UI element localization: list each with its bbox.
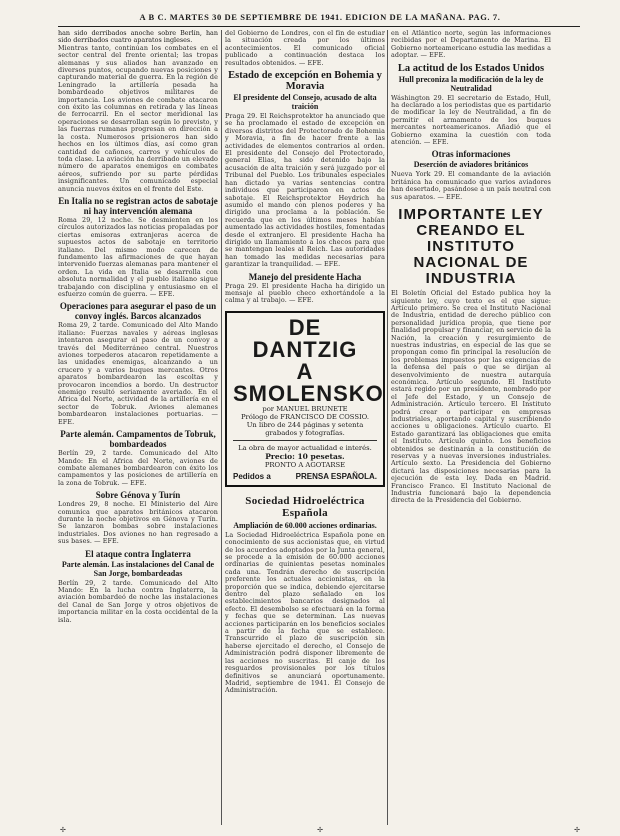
- book-advertisement: [225, 311, 385, 487]
- crosshair-icon: ✢: [317, 826, 323, 834]
- ad-title: A SMOLENSKO: [233, 358, 384, 406]
- body-text: El Boletín Oficial del Estado publica hoy la siguiente ley, cuyo texto es el que sigue: Artículo primero. Se crea el Instituto Nacional de Industria, entidad de derecho público con personalidad jurídica propia, que tiene por finalidad propulsar y financiar, en servicio de la Nación, la creación y resurgimiento de nuestras industrias, en especial de las que se propongan como fin principal la resolución de los problemas impuestos por las exigencias de la defensa del país o que se dirijan al desenvolvimiento de nuestra autarquía económica. Artículo segundo. El Instituto estará regido por un presidente, nombrado por el Jefe del Estado, y un Consejo de Administración. Artículo tercero. El Instituto podrá crear o participar en empresas industriales, aportando capital y suscribiendo acciones u obligaciones. Artículo cuarto. El Estado garantizará las obligaciones que emita el Instituto. Artículo quinto. Los beneficios obtenidos se destinarán a la constitución de reservas y a nuevas inversiones industriales. Artículo sexto. La Presidencia del Gobierno dictará las disposiciones necesarias para la ejecución de esta ley. Dada en Madrid. Francisco Franco. El Instituto Nacional de Industria funcionará bajo la dependencia directa de la Presidencia del Gobierno.: [391, 289, 551, 505]
- body-text: Roma 29, 12 noche. Se desmienten en los círculos autorizados las noticias propaladas por ciertas emisoras extranjeras acerca de supuestos actos de sabotaje en territorio italiano. Del mismo modo carecen de fundamento las afirmaciones de que hayan intervenido fuerzas alemanas para mantener el orden. La vida en Italia se desarrolla con absoluta normalidad y el pueblo italiano sigue trabajando con disciplina y entusiasmo en el esfuerzo común de guerra. — EFE.: [58, 215, 218, 298]
- column-divider: [221, 30, 222, 825]
- column-3: [391, 30, 551, 825]
- subheadline: El presidente del Consejo, acusado de alta traición: [233, 93, 377, 112]
- headline: Manejo del presidente Hacha: [248, 271, 362, 282]
- body-text: Praga 29. El presidente Hacha ha dirigido un mensaje al pueblo checo exhortándole a la calma y al trabajo. — EFE.: [225, 281, 385, 305]
- crosshair-icon: ✢: [574, 826, 580, 834]
- ad-blurb: La obra de mayor actualidad e interés.: [238, 443, 372, 452]
- body-text: Berlín 29, 2 tarde. Comunicado del Alto Mando: En la lucha contra Inglaterra, la aviación bombardeó de noche las instalaciones del Canal de San Jorge y otros objetivos de importancia militar en la costa occidental de la isla.: [58, 578, 218, 624]
- body-text: Mientras tanto, continúan los combates en el sector central del frente oriental; las tropas alemanas y sus aliados han avanzado en diversos puntos, ocupando nuevas posiciones y capturando material de guerra. En la región de Leningrado la artillería pesada ha bombardeado objetivos militares de importancia. Los aviones de combate atacaron con éxito las columnas en retirada y las líneas de ferrocarril. En el sector meridional las operaciones se desarrollan según lo previsto, y las fuerzas rumanas progresan en dirección a la costa. Numerosos prisioneros han sido hechos en los últimos días, así como gran cantidad de cañones, carros y vehículos de toda clase. La aviación ha derribado un elevado número de aparatos enemigos en combates aéreos, sufriendo por su parte pérdidas insignificantes. Un comunicado especial anuncia nuevos éxitos en el frente del Este.: [58, 43, 218, 193]
- headline: Parte alemán. Campamentos de Tobruk, bombardeados: [60, 429, 216, 450]
- ad-title: DE DANTZIG: [252, 314, 358, 362]
- subheadline: Ampliación de 60.000 acciones ordinarias.: [233, 520, 377, 530]
- ad-prologue: Prólogo de FRANCISCO DE COSSIO.: [240, 412, 370, 421]
- headline: Estado de excepción en Bohemia y Moravia: [228, 70, 382, 93]
- body-text: La Sociedad Hidroeléctrica Española pone en conocimiento de sus accionistas que, en virtud de los acuerdos adoptados por la Junta general, se procede a la emisión de 60.000 acciones ordinarias de quinientas pesetas nominales cada una. Tendrán derecho de suscripción preferente los actuales accionistas, en la proporción que se indica, debiendo ejercitarse dentro del plazo señalado en los establecimientos bancarios designados al efecto. El desembolso se efectuará en la forma y fechas que se determinan. Las nuevas acciones participarán en los beneficios sociales a partir de la fecha que se establece. Transcurrido el plazo de suscripción sin haberse ejercitado el derecho, el Consejo de Administración podrá disponer libremente de las acciones no suscritas. El canje de los resguardos provisionales por los títulos definitivos se anunciará oportunamente. Madrid, septiembre de 1941. El Consejo de Administración.: [225, 530, 385, 695]
- headline: La actitud de los Estados Unidos: [397, 62, 545, 74]
- ad-divider: [233, 440, 377, 441]
- ad-author: por MANUEL BRUNETE: [262, 404, 348, 413]
- subheadline: Parte alemán. Las instalaciones del Canal de San Jorge, bombardeadas: [61, 559, 215, 578]
- company-headline: Sociedad Hidroeléctrica Española: [245, 494, 365, 519]
- body-text: del Gobierno de Londres, con el fin de estudiar la situación creada por los últimos acontecimientos. El comunicado oficial publicado a continuación destaca los resultados obtenidos. — EFE.: [225, 30, 385, 67]
- ad-price: Precio: 10 pesetas.: [265, 451, 345, 461]
- body-text: Berlín 29, 2 tarde. Comunicado del Alto Mando: En el Africa del Norte, aviones de combate alemanes bombardearon con éxito los campamentos y las posiciones de artillería en la zona de Tobruk. — EFE.: [58, 449, 218, 487]
- page-footer-marks: [60, 826, 580, 834]
- crosshair-icon: ✢: [60, 826, 66, 834]
- ad-order-bar: [233, 472, 377, 481]
- header-rule: [58, 26, 580, 27]
- subheadline: Hull preconiza la modificación de la ley de Neutralidad: [398, 74, 544, 93]
- ad-order-left: Pedidos a: [233, 471, 271, 481]
- ad-order-right: PRENSA ESPAÑOLA.: [295, 471, 377, 481]
- page-header: A B C. MARTES 30 DE SEPTIEMBRE DE 1941. EDICION DE LA MAÑANA. PAG. 7.: [139, 12, 501, 22]
- headline: Operaciones para asegurar el paso de un convoy inglés. Barcos alcanzados: [59, 301, 217, 322]
- main-headline: IMPORTANTE LEY CREANDO EL INSTITUTO NACIONAL DE INDUSTRIA: [398, 206, 544, 288]
- body-text: en el Atlántico norte, según las informaciones recibidas por el Departamento de Marina. El Gobierno norteamericano estudia las medidas a adoptar. — EFE.: [391, 30, 551, 60]
- body-text: Roma 29, 2 tarde. Comunicado del Alto Mando italiano: Fuerzas navales y aéreas inglesas intentaron asegurar el paso de un convoy a través del Mediterráneo central. Nuestros aviones torpederos atacaron repetidamente a las unidades enemigas, alcanzando a un crucero y a varios buques mercantes. Otros aparatos bombardearon las escoltas y provocaron incendios a bordo. Un destructor enemigo resultó seriamente averiado. En el Africa del Norte, actividad de la artillería en el sector de Tobruk. Aviones alemanes bombardearon instalaciones portuarias. — EFE.: [58, 321, 218, 426]
- column-divider: [387, 30, 388, 825]
- headline: Otras informaciones: [431, 149, 511, 160]
- ad-description: Un libro de 244 páginas y setenta grabados y fotografías.: [246, 420, 364, 437]
- column-1: [58, 30, 218, 825]
- body-text: Wáshington 29. El secretario de Estado, Hull, ha declarado a los periodistas que es partidario de modificar la ley de Neutralidad, a fin de permitir el armamento de los buques mercantes norteamericanos. Añadió que el Gobierno examina la cuestión con toda atención. — EFE.: [391, 93, 551, 147]
- body-text: Nueva York 29. El comandante de la aviación británica ha comunicado que varios aviadores han desertado, pasándose a un país neutral con sus aparatos. — EFE.: [391, 170, 551, 201]
- body-text: Londres 29, 8 noche. El Ministerio del Aire comunica que aparatos británicos atacaron durante la noche objetivos en Génova y Turín. Se lanzaron bombas sobre instalaciones industriales. Dos aviones no han regresado a sus bases. — EFE.: [58, 500, 218, 546]
- headline: El ataque contra Inglaterra: [85, 548, 191, 559]
- body-text: Praga 29. El Reichsprotektor ha anunciado que se ha proclamado el estado de excepción en diversos distritos del Protectorado de Bohemia y Moravia, a fin de hacer frente a las actividades de elementos contrarios al orden. El presidente del Consejo del Protectorado, general Elias, ha sido detenido bajo la acusación de alta traición y será juzgado por el Tribunal del Pueblo. Los tribunales especiales han dictado ya varias sentencias contra individuos que participaron en actos de sabotaje. El Reichsprotektor Heydrich ha asumido el mando con plenos poderes y ha dirigido una proclama a la población. Se recuerda que en los últimos meses habían aumentado las actividades hostiles, fomentadas desde el extranjero. El presidente Hacha ha dirigido un llamamiento a los checos para que se mantengan leales al Reich. Las autoridades han tomado las medidas necesarias para garantizar la tranquilidad. — EFE.: [225, 112, 385, 269]
- column-2: [225, 30, 385, 825]
- subheadline: Deserción de aviadores británicos: [413, 160, 529, 170]
- ad-note: PRONTO A AGOTARSE: [264, 460, 346, 469]
- headline: Sobre Génova y Turín: [95, 490, 181, 501]
- col1-intro: han sido derribados anoche sobre Berlín, han sido derribados cuatro aparatos ingleses.: [58, 30, 218, 45]
- headline: En Italia no se registran actos de sabotaje ni hay intervención alemana: [58, 195, 218, 216]
